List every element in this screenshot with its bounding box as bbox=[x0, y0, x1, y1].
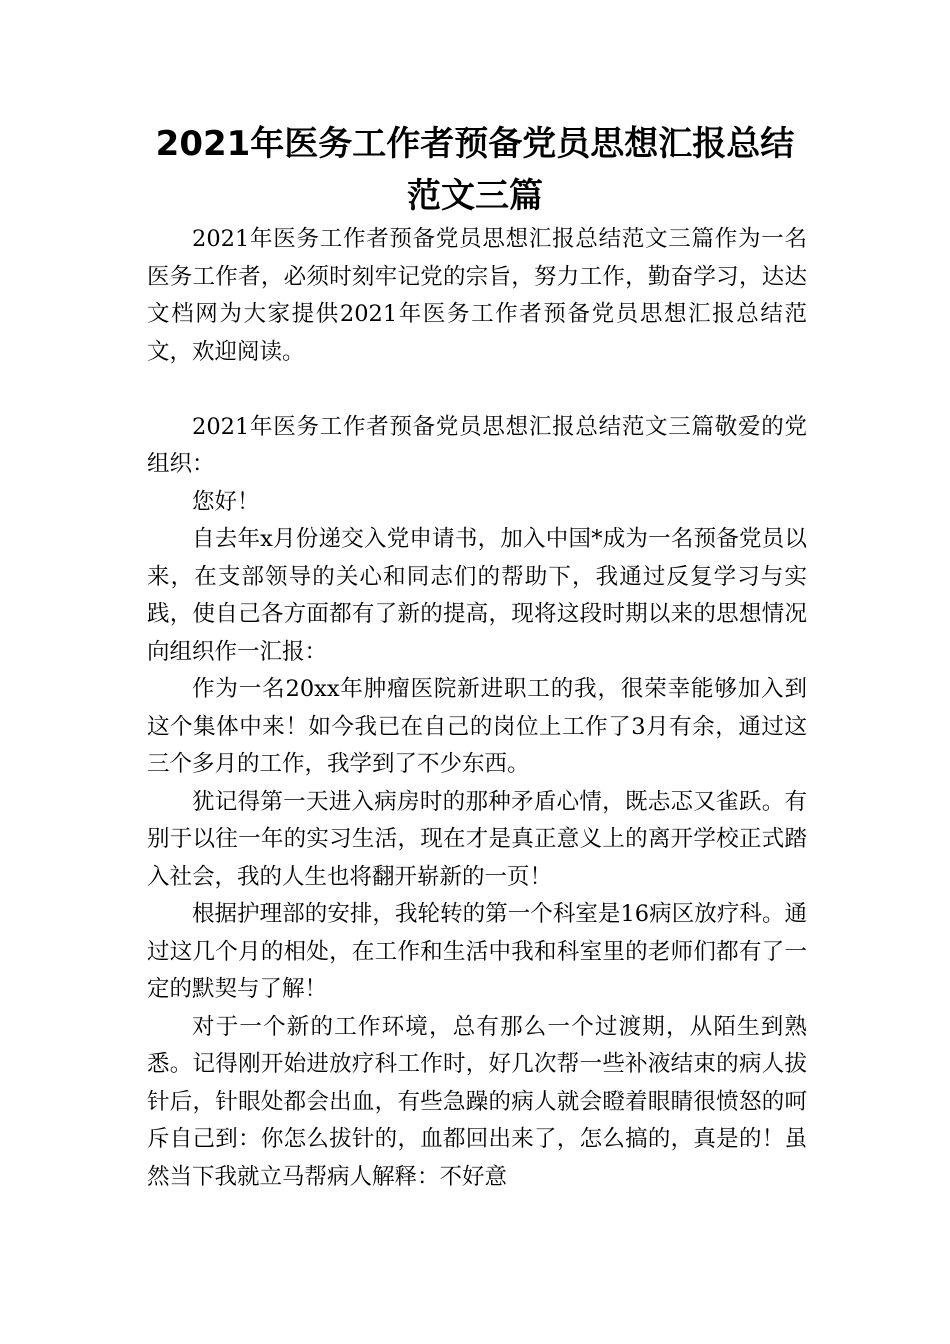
paragraph-application: 自去年x月份递交入党申请书，加入中国*成为一名预备党员以来，在支部领导的关心和同志们的帮助下，我通过反复学习与实践，使自己各方面都有了新的提高，现将这段时期以来的思想情况向组织作一汇报： bbox=[147, 526, 807, 665]
paragraph-salutation: 2021年医务工作者预备党员思想汇报总结范文三篇敬爱的党组织： bbox=[147, 413, 807, 477]
document-body bbox=[147, 221, 807, 1196]
paragraph-first-day: 犹记得第一天进入病房时的那种矛盾心情，既忐忑又雀跃。有别于以往一年的实习生活，现在才是真正意义上的离开学校正式踏入社会，我的人生也将翻开崭新的一页！ bbox=[147, 788, 807, 890]
paragraph-new-employee: 作为一名20xx年肿瘤医院新进职工的我，很荣幸能够加入到这个集体中来！如今我已在自己的岗位上工作了3月有余，通过这三个多月的工作，我学到了不少东西。 bbox=[147, 676, 807, 777]
document-title: 2021年医务工作者预备党员思想汇报总结范文三篇 bbox=[155, 124, 795, 216]
paragraph-intro: 2021年医务工作者预备党员思想汇报总结范文三篇作为一名医务工作者，必须时刻牢记党的宗旨，努力工作，勤奋学习，达达文档网为大家提供2021年医务工作者预备党员思想汇报总结范文，欢迎阅读。 bbox=[147, 226, 807, 365]
paragraph-rotation: 根据护理部的安排，我轮转的第一个科室是16病区放疗科。通过这几个月的相处，在工作和生活中我和科室里的老师们都有了一定的默契与了解！ bbox=[147, 901, 807, 1002]
paragraph-transition: 对于一个新的工作环境，总有那么一个过渡期，从陌生到熟悉。记得刚开始进放疗科工作时，好几次帮一些补液结束的病人拔针后，针眼处都会出血，有些急躁的病人就会瞪着眼睛很愤怒的呵斥自己到：你怎么拔针的，血都回出来了，怎么搞的，真是的！虽然当下我就立马帮病人解释：不好意 bbox=[147, 1013, 807, 1190]
paragraph-greeting: 您好！ bbox=[192, 488, 260, 515]
